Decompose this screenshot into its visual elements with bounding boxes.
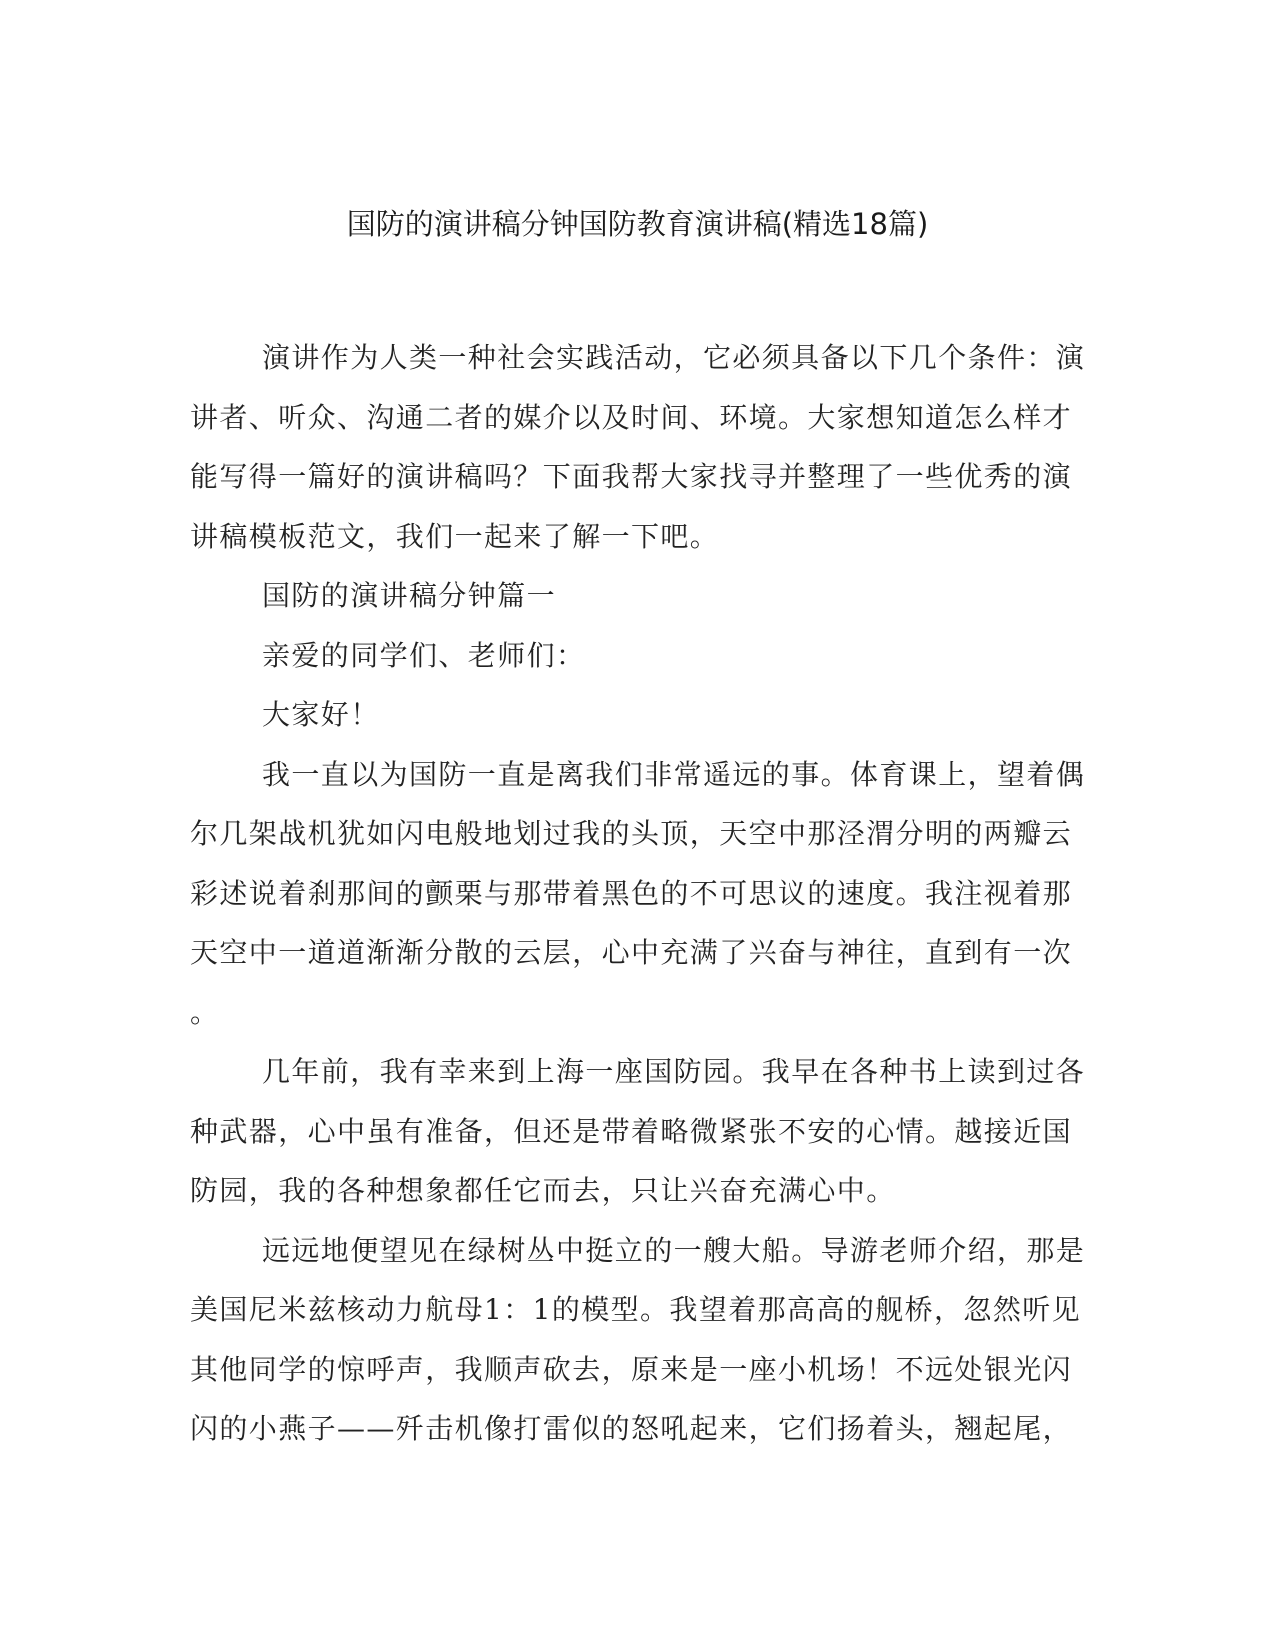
paragraph-line: 防园，我的各种想象都任它而去，只让兴奋充满心中。: [190, 1174, 896, 1207]
paragraph-line: 天空中一道道渐渐分散的云层，心中充满了兴奋与神往，直到有一次: [190, 936, 1073, 969]
paragraph-line: 讲稿模板范文，我们一起来了解一下吧。: [190, 519, 720, 553]
paragraph-line: 讲者、听众、沟通二者的媒介以及时间、环境。大家想知道怎么样才: [190, 400, 1073, 434]
paragraph-line: 美国尼米兹核动力航母1：1的模型。我望着那高高的舰桥，忽然听见: [190, 1293, 1082, 1326]
paragraph-line: 演讲作为人类一种社会实践活动，它必须具备以下几个条件：演: [262, 341, 1086, 374]
paragraph-line: 能写得一篇好的演讲稿吗？下面我帮大家找寻并整理了一些优秀的演: [190, 460, 1073, 493]
paragraph-line: 种武器，心中虽有准备，但还是带着略微紧张不安的心情。越接近国: [190, 1114, 1073, 1148]
paragraph-line: 。: [190, 995, 220, 1029]
document-title: 国防的演讲稿分钟国防教育演讲稿(精选18篇): [346, 207, 929, 241]
section-heading: 国防的演讲稿分钟篇一: [262, 579, 557, 612]
paragraph-line: 彩述说着刹那间的颤栗与那带着黑色的不可思议的速度。我注视着那: [190, 876, 1073, 910]
greeting: 大家好！: [262, 698, 380, 731]
paragraph-line: 其他同学的惊呼声，我顺声砍去，原来是一座小机场！不远处银光闪: [190, 1352, 1073, 1386]
paragraph-line: 闪的小燕子——歼击机像打雷似的怒吼起来，它们扬着头，翘起尾，: [190, 1412, 1073, 1445]
document-body: [190, 328, 1085, 1459]
paragraph-line: 我一直以为国防一直是离我们非常遥远的事。体育课上，望着偶: [262, 757, 1086, 791]
paragraph-line: 几年前，我有幸来到上海一座国防园。我早在各种书上读到过各: [262, 1055, 1086, 1088]
paragraph-line: 远远地便望见在绿树丛中挺立的一艘大船。导游老师介绍，那是: [262, 1233, 1086, 1267]
paragraph-line: 尔几架战机犹如闪电般地划过我的头顶，天空中那泾渭分明的两瓣云: [190, 817, 1073, 850]
salutation: 亲爱的同学们、老师们：: [262, 638, 586, 672]
